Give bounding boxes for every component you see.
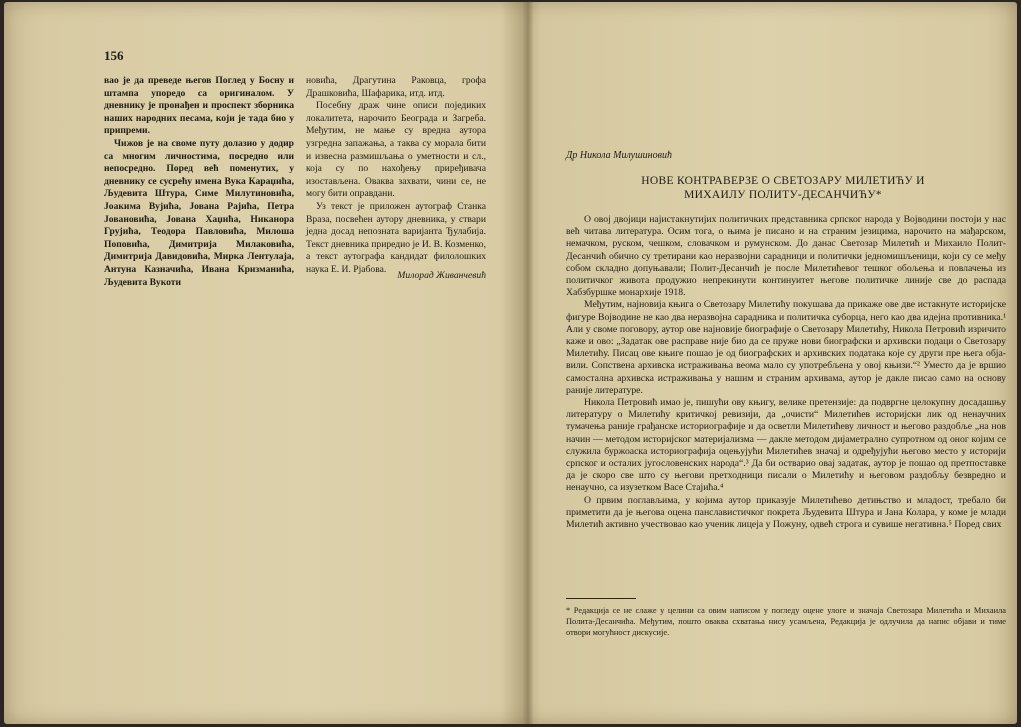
right-page	[533, 2, 1017, 724]
paragraph: вао је да преведе његов Поглед у Босну и штампа упоредо са оригиналом. У дневнику је пронађен и проспект зборника наших народних песама, који је тада био у припреми.	[104, 75, 294, 137]
paragraph: Уз текст је приложен аутограф Станка Враза, посвећен аутору дневника, у ствари једна досад непозната варијанта Ђулабија. Текст дневника приредио је И. В. Козменко, а текст аутографа кандидат филолошких наука Е. И. Рјабова.	[306, 200, 486, 275]
footnote-divider	[566, 598, 636, 599]
paragraph: новића, Драгутина Раковца, грофа Драшковића, Шафарика, итд. итд.	[306, 75, 486, 99]
title-line: НОВЕ КОНТРАВЕРЗЕ О СВЕТОЗАРУ МИЛЕТИЋУ И	[641, 175, 925, 187]
article-author: Др Никола Милушиновић	[566, 150, 672, 161]
paragraph: О првим поглављима, у којима аутор приказује Милетићево детињство и младост, требало би приметити да је његова оцена панславистичког покрета Људевита Штура и Јана Колара, у коме је млади Милетић активно учествовао као ученик лицеја у Пожуну, одвећ строга и сувише негативна.⁵ Поред свих	[566, 494, 1006, 531]
article-body	[566, 214, 1006, 531]
title-line: МИХАИЛУ ПОЛИТУ-ДЕСАНЧИЋУ*	[684, 189, 882, 201]
paragraph: Чижов је на своме путу долазио у додир са многим личностима, посредно или непосредно. Поред већ поменутих, у дневнику се сусрећу имена Вука Караџића, Људевита Штура, Симе Милутиновића, Јоакима Вујића, Јована Рајића, Петра Јовановића, Јована Хаџића, Никанора Грујића, Теодора Павловића, Милоша Поповића, Димитрија Милаковића, Димитрија Давидовића, Мирка Лентулаја, Антуна Казначића, Ивана Кризманића, Људевита Вукоти	[104, 137, 294, 288]
left-column-2	[306, 75, 486, 277]
review-signature: Милорад Живанчевић	[397, 270, 486, 281]
paragraph: Никола Петровић имао је, пишући ову књигу, велике претензије: да подвргне целокупну досадашњу литературу о Милетићу критичкој ревизији, да „очисти“ Милетићев историјски лик од ненаучних тумачења раније грађанске историографије и да осветли Милетићеву личност и његово раздобље „на нов начин — методом историјског материјализма — дакле методом дијаметрално супротном од оног којим се служила буржоаска историографија оцењујући Милетићев значај и одређујући његово место у историји српског и осталих југословенских народа“.³ Да би остварио овај задатак, аутор је пошао од претпоставке да је скоро све што су његови претходници писали о Милетићу и његовом раздобљу безвредно и ненаучно, са изузетком Васе Стајића.⁴	[566, 397, 1006, 494]
paragraph: О овој двојици најистакнутијих политичких представника српског народа у Војводини постоји у нас већ читава литература. Осим тога, о њима је писано и на страним језицима, нарочито на мађарском, немачком, руском, чешком, словачком и румунском. До данас Светозар Милетић и Михаило Полит-Десанчић обично су третирани као неразвојни сарадници и политички једномишљеници, који су се међу собом складно допуњавали; Полит-Десанчић је после Милетићевог тешког обољења и повлачења из политичког живота продужио непрекинути континуитет његове политичке линије све до распада Хабзбуршке монархије 1918.	[566, 214, 1006, 299]
paragraph: Међутим, најновија књига о Светозару Милетићу покушава да прикаже ове две истакнуте историјске фигуре Војводине не као два неразвојна сарадника и политичка суборца, него као два идејна противника.¹ Али у своме поговору, аутор ове најновије биографије о Светозару Милетићу, Никола Петровић изричито каже и ово: „Задатак ове расправе није био да се пруже нови биографски и архивски подаци о Светозару Милетићу. Писац ове књиге пошао је од биографских и архивских података које су други пре њега објавили. Сопствена архивска истраживања веома мало су употребљена у овој књизи.“² Уместо да је вршио самостална архивска истраживања у нашим и страним архивама, аутор је дакле писао само на основу ранијe литературе.	[566, 299, 1006, 396]
left-page	[4, 2, 523, 724]
book-gutter	[523, 2, 533, 724]
book-spread	[4, 2, 1017, 724]
page-number: 156	[104, 48, 124, 63]
paragraph: Посебну драж чине описи поједиких локалитета, нарочито Београда и Загреба. Међутим, не мање су вредна аутора узгредна запажања, а таква су морала бити и извесна размишљања о уметности и сл., која су по нахођењу приређивача изостављена. Оваква захвати, чини се, не могу бити оправдани.	[306, 100, 486, 200]
left-column-1	[104, 75, 294, 289]
footnote: * Редакција се не слаже у целини са овим написом у погледу оцене улоге и значаја Светозара Милетића и Михаила Полита-Десанчића. Међутим, пошто оваква схватања нису усамљена, Редакција је одлучила да напис објави и тиме отвори могућност дискусије.	[566, 606, 1006, 637]
article-title	[593, 174, 973, 202]
